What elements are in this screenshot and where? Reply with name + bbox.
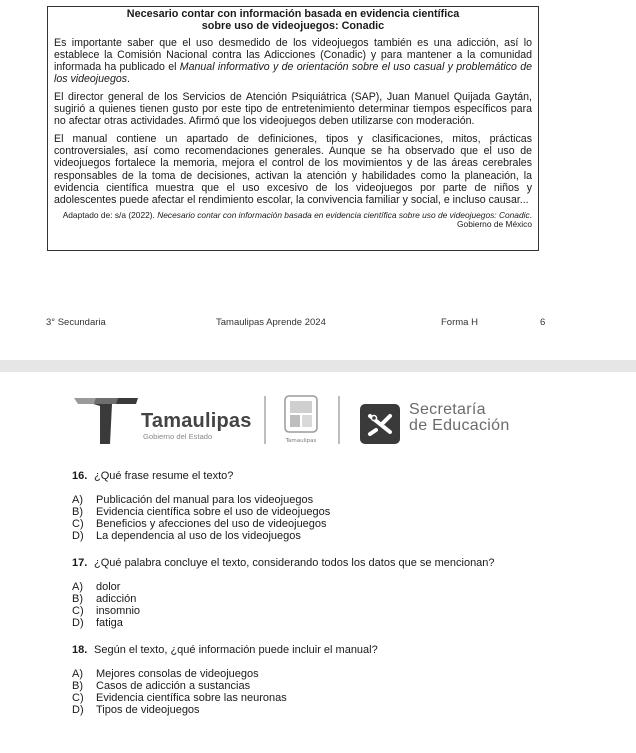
answer-option[interactable] — [72, 605, 592, 617]
option-text: Tipos de videojuegos — [96, 704, 200, 716]
question-text: Según el texto, ¿qué información puede incluir el manual? — [94, 644, 378, 656]
page-top — [0, 0, 636, 360]
option-letter: C) — [72, 605, 84, 617]
sep-name-line1: Secretaría — [409, 401, 486, 418]
passage-title-line1: Necesario contar con información basada en evidencia científica — [126, 8, 460, 20]
sep-name-line2: de Educación — [409, 417, 510, 434]
question-text: ¿Qué frase resume el texto? — [94, 470, 234, 482]
sep-logo-icon — [360, 404, 400, 444]
option-letter: C) — [72, 518, 84, 530]
question-stem — [72, 557, 592, 569]
state-subtitle: Gobierno del Estado — [143, 432, 213, 441]
question-18 — [72, 644, 592, 716]
option-text: Evidencia científica sobre las neuronas — [96, 692, 287, 704]
tamaulipas-logo-icon — [72, 394, 140, 446]
question-stem — [72, 470, 592, 482]
option-text: dolor — [96, 581, 121, 593]
answer-option[interactable] — [72, 617, 592, 629]
source-prefix: Adaptado de: s/a (2022). — [62, 210, 158, 221]
option-letter: A) — [72, 668, 83, 680]
answer-option[interactable] — [72, 506, 592, 518]
header-logos — [0, 394, 636, 454]
passage-title — [54, 9, 532, 33]
logo-divider-1 — [264, 396, 266, 444]
question-number: 18. — [72, 644, 88, 656]
option-text: fatiga — [96, 617, 123, 629]
option-letter: C) — [72, 692, 84, 704]
paragraph-1-text: Es importante saber que el uso desmedido de los videojuegos también es una adicción, así lo establece la Comisión Nacional contra las Adicciones (Conadic) y para mantener a la comunidad informada ha publicado el — [54, 36, 532, 74]
reading-passage-box — [47, 6, 539, 251]
option-text: Publicación del manual para los videojuegos — [96, 494, 314, 506]
state-name: Tamaulipas — [141, 410, 252, 432]
question-text: ¿Qué palabra concluye el texto, considerando todos los datos que se mencionan? — [94, 557, 495, 569]
footer-form: Forma H — [441, 317, 478, 328]
sep-name — [409, 402, 510, 434]
seal-caption: Tamaulipas — [285, 438, 317, 444]
footer-program: Tamaulipas Aprende 2024 — [216, 317, 326, 328]
question-number: 17. — [72, 557, 88, 569]
question-17 — [72, 557, 592, 629]
option-letter: B) — [72, 506, 83, 518]
option-text: Casos de adicción a sustancias — [96, 680, 251, 692]
paragraph-1-end: . — [127, 73, 130, 86]
footer-page-number: 6 — [540, 317, 546, 328]
answer-option[interactable] — [72, 704, 592, 716]
option-letter: D) — [72, 704, 84, 716]
option-text: adicción — [96, 593, 137, 605]
question-list — [72, 470, 592, 731]
option-text: Mejores consolas de videojuegos — [96, 668, 259, 680]
question-number: 16. — [72, 470, 88, 482]
source-suffix: . Gobierno de México — [457, 210, 532, 230]
manual-title: Manual informativo y de orientación sobre el uso casual y problemático de los videojuegos — [54, 61, 532, 86]
passage-paragraph-1 — [54, 37, 532, 86]
passage-title-line2: sobre uso de videojuegos: Conadic — [201, 19, 385, 32]
option-letter: B) — [72, 680, 83, 692]
logo-divider-2 — [338, 396, 340, 444]
option-letter: A) — [72, 494, 83, 506]
answer-option[interactable] — [72, 692, 592, 704]
passage-paragraph-3: El manual contiene un apartado de definiciones, tipos y clasificaciones, mitos, prácticas controversiales, así como recomendaciones generales. Aunque se ha observado que el uso de videojuegos fortalece la memoria, mejora el control de los movimientos y de las áreas cerebrales responsables de la toma de decisiones, activan la atención y habilidades como la planeación, la evidencia científica muestra que el uso excesivo de los videojuegos por parte de niños y adolescentes puede afectar el rendimiento escolar, la convivencia familiar y social, e incluso causar... — [54, 132, 532, 207]
answer-option[interactable] — [72, 680, 592, 692]
source-title: Necesario contar con información basada en evidencia científica sobre uso de videojuegos: Conadic — [157, 210, 530, 221]
answer-option[interactable] — [72, 494, 592, 506]
question-16 — [72, 470, 592, 542]
page-bottom — [0, 372, 636, 753]
passage-paragraph-2: El director general de los Servicios de Atención Psiquiátrica (SAP), Juan Manuel Quijada Gaytán, sugirió a quienes tienen gusto por este tipo de entretenimiento determinar tiempos específicos para no afectar otras actividades. Afirmó que los videojuegos deben utilizarse con moderación. — [54, 90, 532, 128]
question-stem — [72, 644, 592, 656]
answer-option[interactable] — [72, 530, 592, 542]
option-letter: D) — [72, 617, 84, 629]
option-letter: B) — [72, 593, 83, 605]
answer-option[interactable] — [72, 518, 592, 530]
option-text: insomnio — [96, 605, 141, 617]
page-separator — [0, 360, 636, 372]
answer-option[interactable] — [72, 581, 592, 593]
option-text: Evidencia científica sobre el uso de videojuegos — [96, 506, 331, 518]
sep-symbol-icon — [360, 404, 400, 444]
option-text: La dependencia al uso de los videojuegos — [96, 530, 301, 542]
state-seal-icon — [282, 394, 320, 446]
option-letter: D) — [72, 530, 84, 542]
option-text: Beneficios y afecciones del uso de videojuegos — [96, 518, 327, 530]
answer-option[interactable] — [72, 593, 592, 605]
option-letter: A) — [72, 581, 83, 593]
answer-option[interactable] — [72, 668, 592, 680]
footer-grade: 3° Secundaria — [46, 317, 106, 328]
passage-source — [54, 211, 532, 229]
